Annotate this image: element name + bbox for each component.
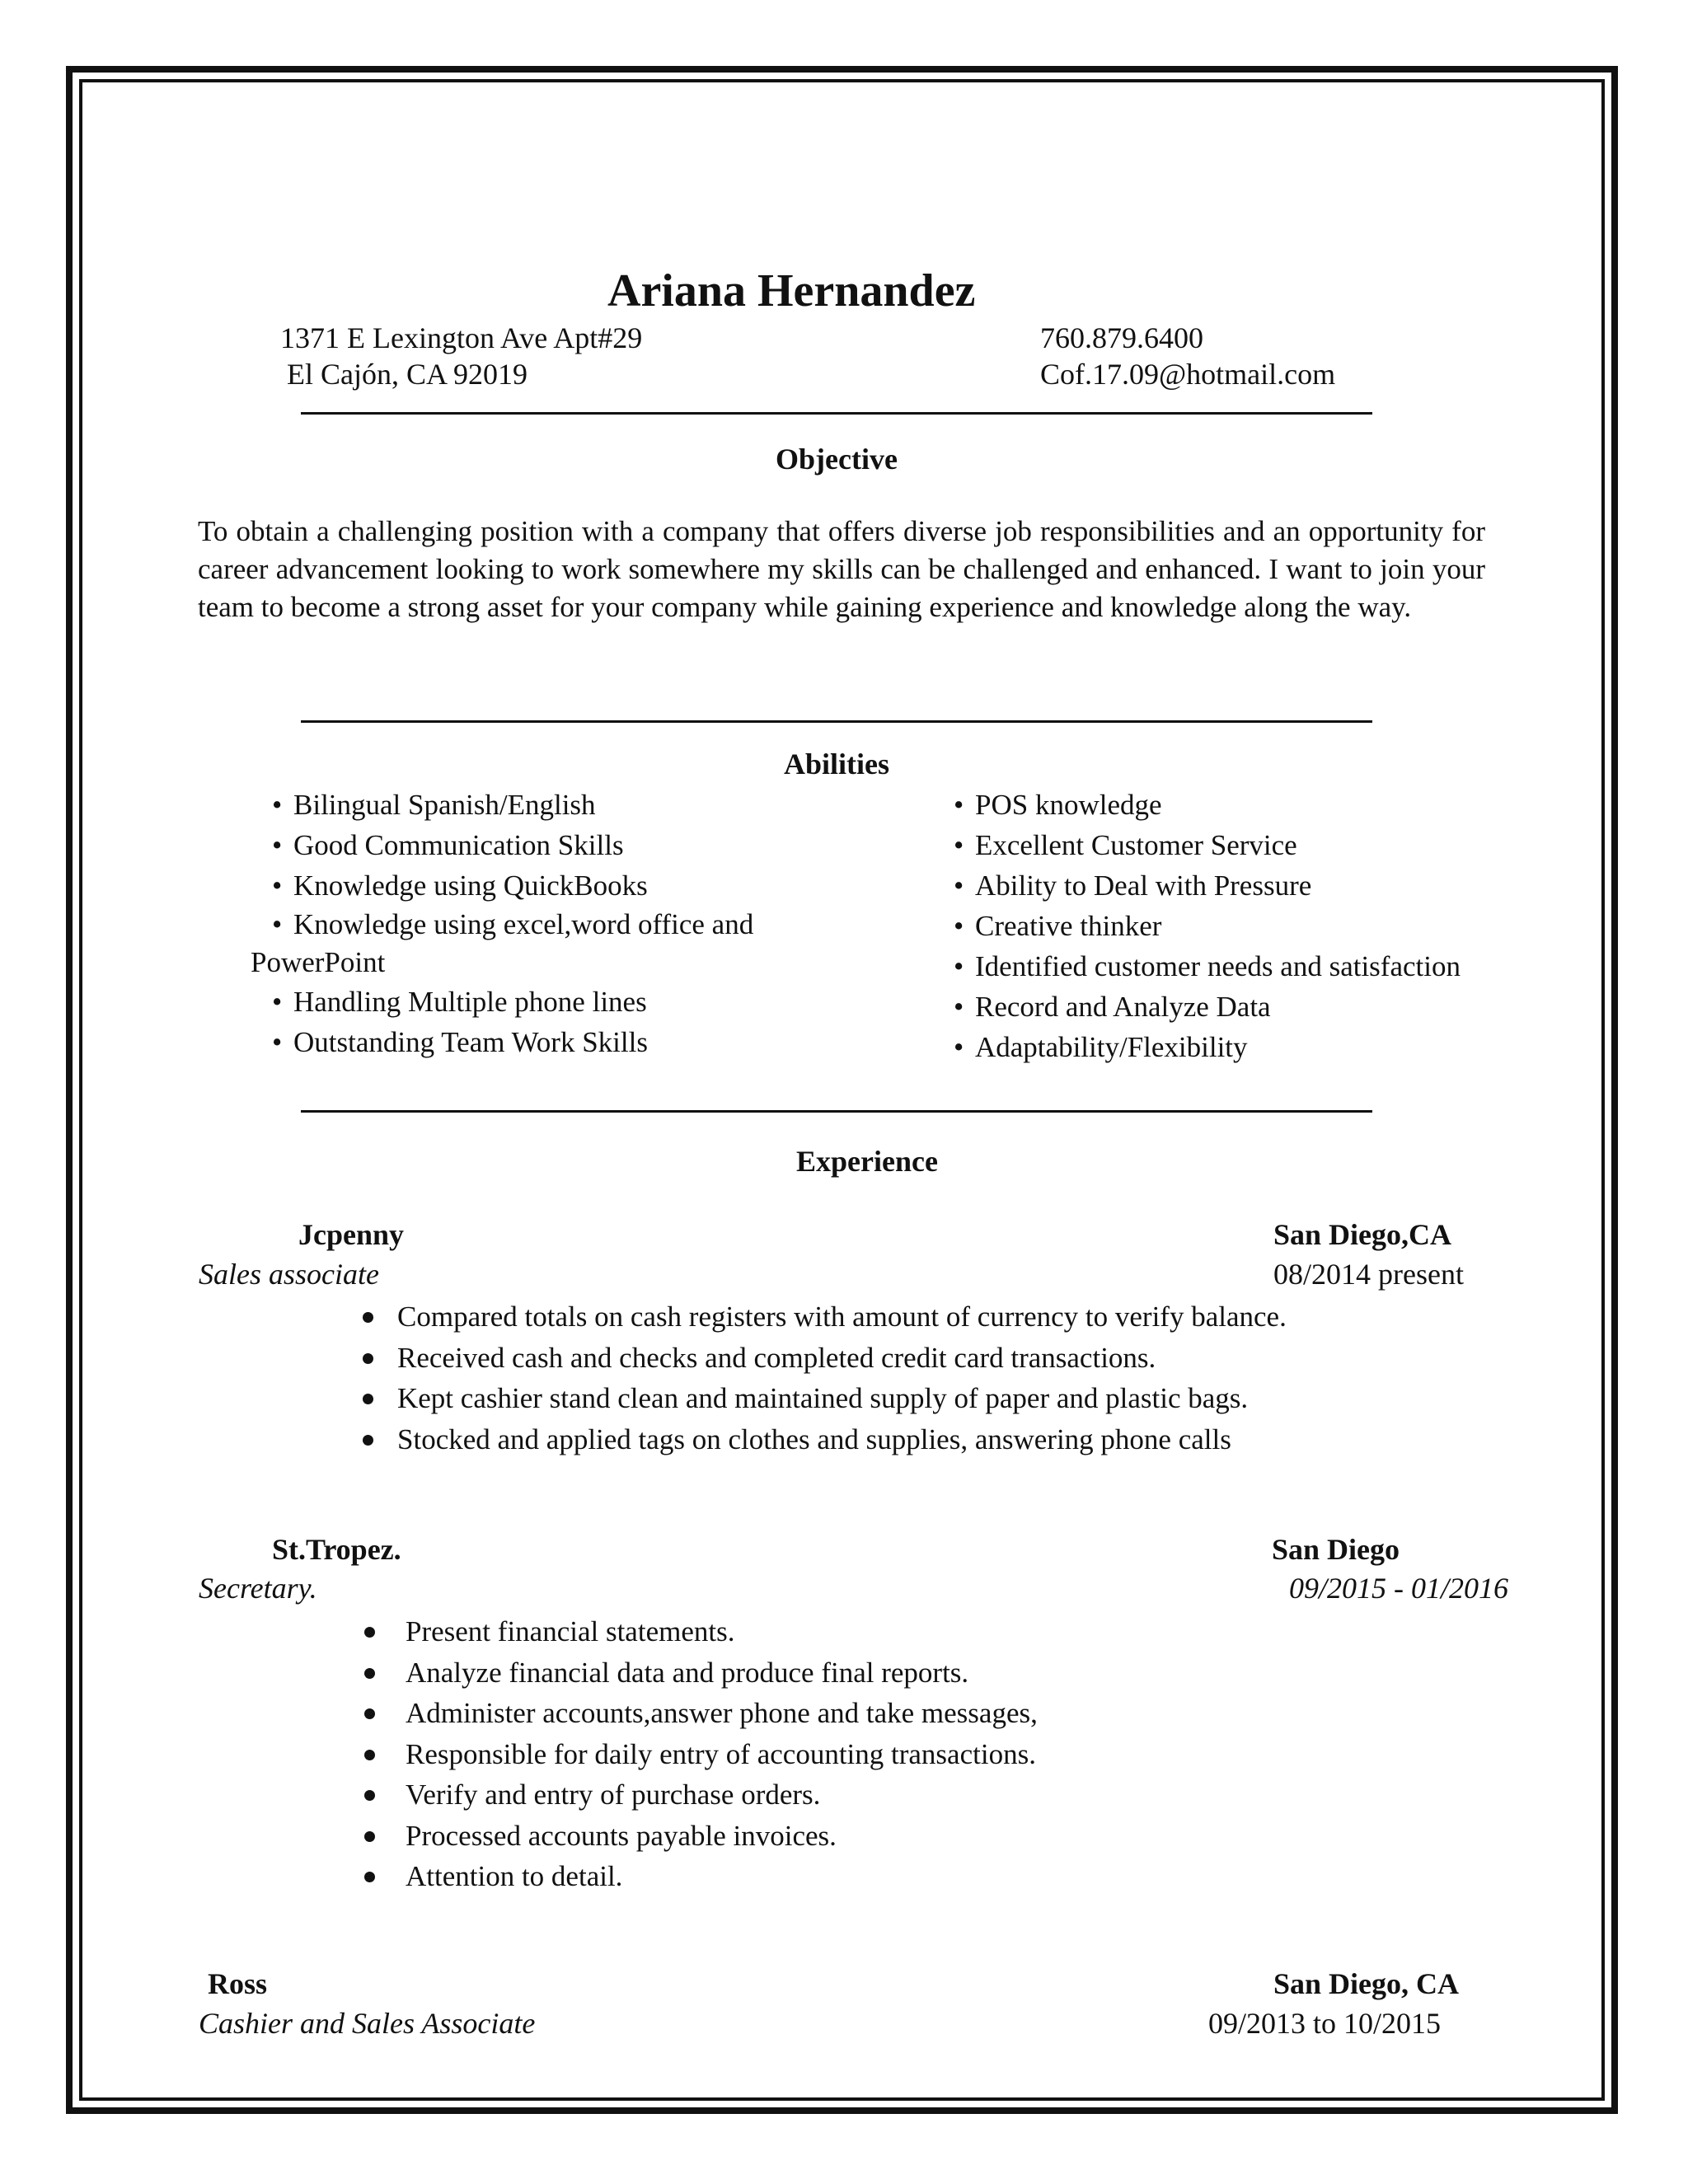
job-bullets [406, 1611, 1038, 1897]
phone-number: 760.879.6400 [1040, 321, 1203, 354]
bullet-icon: • [954, 789, 964, 821]
abilities-divider [301, 1110, 1372, 1113]
bullet-icon: • [272, 986, 283, 1018]
ability-item: • Handling Multiple phone lines [272, 982, 753, 1022]
ability-item-continued: PowerPoint [251, 946, 386, 978]
bullet-icon [364, 1790, 375, 1801]
job-dates: 09/2015 - 01/2016 [1289, 1572, 1508, 1605]
address-line-2: El Cajón, CA 92019 [287, 358, 528, 391]
ability-item: • Outstanding Team Work Skills [272, 1022, 753, 1062]
ability-item: • Creative thinker [954, 906, 1461, 946]
job-bullet-item: Stocked and applied tags on clothes and supplies, answering phone calls [397, 1419, 1287, 1460]
ability-item: • Identified customer needs and satisfaction [954, 946, 1461, 987]
objective-text: To obtain a challenging position with a company that offers diverse job responsibilities and an opportunity for career advancement looking to work somewhere my skills can be challenged and enhanced. I want to join your team to become a strong asset for your company while gaining experience and knowledge along the way. [198, 515, 1485, 623]
job-bullet-item: Responsible for daily entry of accounting transactions. [406, 1734, 1038, 1775]
abilities-heading: Abilities [784, 748, 890, 780]
bullet-icon: • [954, 1031, 964, 1063]
bullet-icon: • [954, 829, 964, 861]
job-bullet-item: Kept cashier stand clean and maintained supply of paper and plastic bags. [397, 1378, 1287, 1419]
objective-heading: Objective [776, 443, 898, 476]
bullet-icon [364, 1708, 375, 1719]
job-company: St.Tropez. [272, 1533, 401, 1566]
job-bullet-item: Attention to detail. [406, 1856, 1038, 1897]
ability-item: • Record and Analyze Data [954, 987, 1461, 1027]
ability-item: • Excellent Customer Service [954, 825, 1461, 865]
bullet-icon [363, 1435, 373, 1446]
ability-item: • Adaptability/Flexibility [954, 1027, 1461, 1067]
bullet-icon: • [954, 991, 964, 1023]
objective-divider [301, 720, 1372, 723]
ability-item: • Bilingual Spanish/English [272, 785, 753, 825]
ability-item: • Knowledge using QuickBooks [272, 865, 753, 906]
ability-item: • Ability to Deal with Pressure [954, 865, 1461, 906]
job-location: San Diego,CA [1273, 1218, 1452, 1251]
job-bullet-item: Analyze financial data and produce final reports. [406, 1652, 1038, 1694]
job-bullet-item: Processed accounts payable invoices. [406, 1816, 1038, 1857]
bullet-icon: • [954, 910, 964, 942]
job-role: Cashier and Sales Associate [199, 2007, 536, 2040]
job-dates: 09/2013 to 10/2015 [1208, 2007, 1442, 2040]
job-role: Sales associate [199, 1258, 379, 1291]
bullet-icon [364, 1750, 375, 1760]
address-line-1: 1371 E Lexington Ave Apt#29 [280, 321, 643, 354]
bullet-icon [363, 1394, 373, 1404]
bullet-icon [364, 1872, 375, 1882]
bullet-icon: • [272, 829, 283, 861]
job-bullet-item: Verify and entry of purchase orders. [406, 1774, 1038, 1816]
job-dates: 08/2014 present [1273, 1258, 1464, 1291]
job-bullet-item: Compared totals on cash registers with amount of currency to verify balance. [397, 1296, 1287, 1338]
job-bullet-item: Present financial statements. [406, 1611, 1038, 1652]
bullet-icon [364, 1668, 375, 1679]
bullet-icon: • [272, 789, 283, 821]
ability-item: • POS knowledge [954, 785, 1461, 825]
email-address: Cof.17.09@hotmail.com [1040, 358, 1336, 391]
bullet-icon: • [272, 908, 283, 940]
job-location: San Diego [1272, 1533, 1400, 1566]
bullet-icon: • [272, 1026, 283, 1058]
bullet-icon: • [272, 869, 283, 902]
ability-item: • Knowledge using excel,word office and [272, 906, 753, 944]
bullet-icon [363, 1312, 373, 1323]
bullet-icon: • [954, 869, 964, 902]
job-bullets [397, 1296, 1287, 1460]
bullet-icon [364, 1627, 375, 1638]
job-role: Secretary. [199, 1572, 317, 1605]
job-bullet-item: Administer accounts,answer phone and take messages, [406, 1693, 1038, 1734]
job-bullet-item: Received cash and checks and completed credit card transactions. [397, 1338, 1287, 1379]
experience-heading: Experience [796, 1145, 938, 1178]
candidate-name: Ariana Hernandez [607, 265, 976, 316]
abilities-left-list [251, 785, 754, 1062]
job-company: Ross [208, 1967, 268, 2000]
ability-item: • Good Communication Skills [272, 825, 753, 865]
header-divider [301, 412, 1372, 415]
bullet-icon: • [954, 950, 964, 982]
bullet-icon [363, 1353, 373, 1364]
bullet-icon [364, 1831, 375, 1842]
job-company: Jcpenny [298, 1218, 405, 1251]
abilities-right-list [954, 785, 1461, 1067]
job-location: San Diego, CA [1273, 1967, 1460, 2000]
